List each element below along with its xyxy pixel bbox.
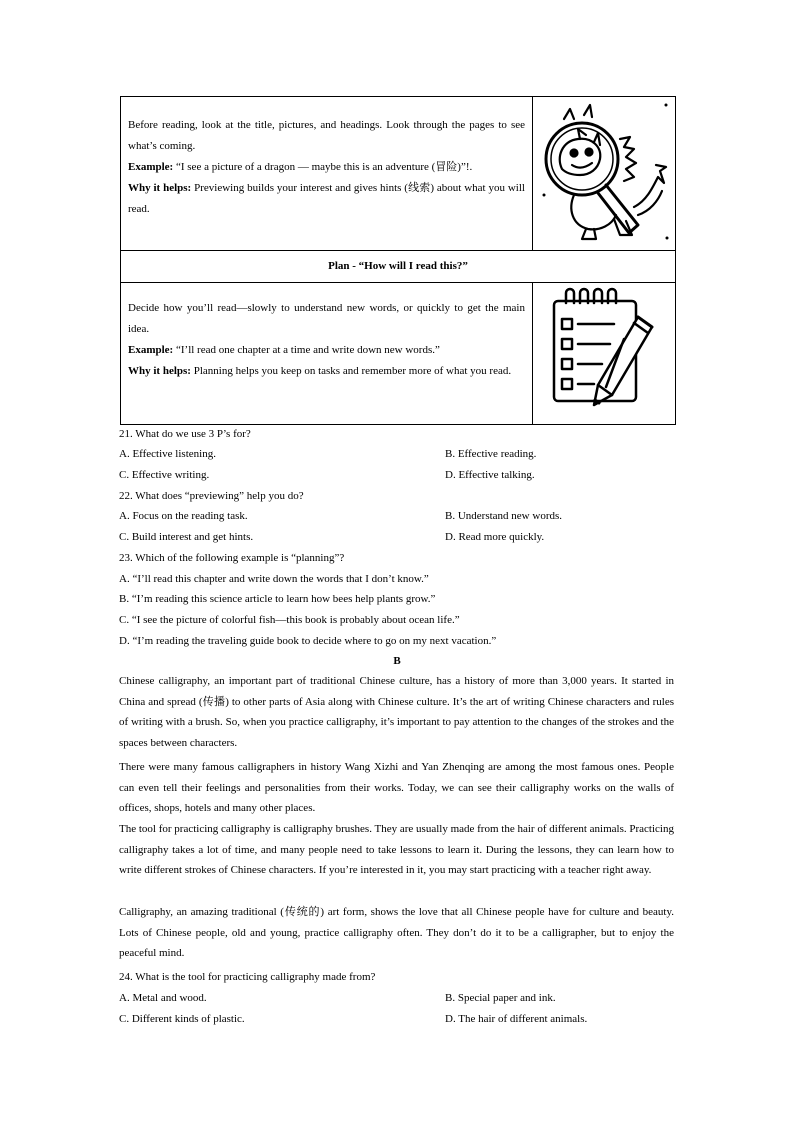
q24-option-a: A. Metal and wood. bbox=[119, 992, 207, 1004]
q21-option-c: C. Effective writing. bbox=[119, 469, 210, 481]
q24-option-d: D. The hair of different animals. bbox=[445, 1013, 588, 1025]
plan-example-label: Example: bbox=[128, 344, 174, 356]
q24-option-c: C. Different kinds of plastic. bbox=[119, 1013, 245, 1025]
plan-cell bbox=[121, 283, 533, 424]
plan-example bbox=[128, 340, 525, 361]
preview-why-text: Previewing builds your interest and gives hints (线索) about what you will read. bbox=[128, 182, 525, 215]
preview-why bbox=[128, 178, 525, 220]
passage-paragraph-1: Chinese calligraphy, an important part of traditional Chinese culture, has a history of more than 3,000 years. It started in China and spread (传播) to other parts of Asia along with Chinese culture. It’s the art of writing Chinese characters and rules of writing with a brush. So, when you practice calligraphy, it’s important to pay attention to the changes of the strokes and the spaces between characters. bbox=[119, 675, 674, 750]
preview-example-text: “I see a picture of a dragon — maybe this is an adventure (冒险)”!. bbox=[173, 161, 473, 173]
plan-example-text: “I’ll read one chapter at a time and write down new words.” bbox=[173, 344, 440, 356]
q24-question: 24. What is the tool for practicing calligraphy made from? bbox=[119, 971, 376, 983]
passage-paragraph-2: There were many famous calligraphers in history Wang Xizhi and Yan Zhenqing are among the most famous ones. People can even tell their feelings and personalities from their works. Today, we can see their calligraphy works on the walls of offices, shops, hotels and many other places. bbox=[119, 761, 674, 815]
reading-strategy-table bbox=[120, 96, 676, 425]
preview-row bbox=[121, 97, 675, 251]
plan-why bbox=[128, 361, 525, 382]
q22-option-a: A. Focus on the reading task. bbox=[119, 510, 248, 522]
q23-option-c: C. “I see the picture of colorful fish—this book is probably about ocean life.” bbox=[119, 614, 460, 626]
passage-paragraph-4: Calligraphy, an amazing traditional (传统的) art form, shows the love that all Chinese people have for culture and beauty. Lots of Chinese people, old and young, practice calligraphy often. They don’t do it to be a calligrapher, but to enjoy the peaceful mind. bbox=[119, 906, 674, 960]
plan-text: Decide how you’ll read—slowly to understand new words, or quickly to get the main idea. bbox=[128, 302, 525, 335]
q21-option-d: D. Effective talking. bbox=[445, 469, 535, 481]
preview-example bbox=[128, 157, 525, 178]
q22-option-b: B. Understand new words. bbox=[445, 510, 563, 522]
q21-question: 21. What do we use 3 P’s for? bbox=[119, 428, 251, 440]
plan-heading-row: Plan - “How will I read this?” bbox=[121, 251, 675, 283]
q22-question: 22. What does “previewing” help you do? bbox=[119, 490, 304, 502]
q22-option-c: C. Build interest and get hints. bbox=[119, 531, 254, 543]
q23-question: 23. Which of the following example is “planning”? bbox=[119, 552, 345, 564]
q22-option-d: D. Read more quickly. bbox=[445, 531, 545, 543]
q21-option-b: B. Effective reading. bbox=[445, 448, 537, 460]
preview-text: Before reading, look at the title, pictures, and headings. Look through the pages to see what’s coming. bbox=[128, 119, 525, 152]
preview-cell bbox=[121, 97, 533, 250]
q21-option-a: A. Effective listening. bbox=[119, 448, 216, 460]
preview-why-label: Why it helps: bbox=[128, 182, 192, 194]
preview-example-label: Example: bbox=[128, 161, 174, 173]
plan-why-text: Planning helps you keep on tasks and remember more of what you read. bbox=[190, 365, 512, 377]
q24-option-b: B. Special paper and ink. bbox=[445, 992, 556, 1004]
dragon-icon bbox=[534, 97, 675, 249]
plan-row bbox=[121, 283, 675, 424]
checklist-icon bbox=[534, 283, 675, 424]
dragon-magnifier-illustration bbox=[534, 97, 675, 250]
passage-paragraph-3: The tool for practicing calligraphy is calligraphy brushes. They are usually made from the hair of different animals. Practicing calligraphy takes a lot of time, and many people need to take lessons to learn it. During the lessons, they can learn how to write different strokes of Chinese characters. If you’re interested in it, you may start practicing with a teacher right away. bbox=[119, 823, 674, 877]
checklist-pencil-illustration bbox=[534, 283, 675, 424]
q23-option-a: A. “I’ll read this chapter and write down the words that I don’t know.” bbox=[119, 573, 429, 585]
q23-option-b: B. “I’m reading this science article to learn how bees help plants grow.” bbox=[119, 593, 436, 605]
q23-option-d: D. “I’m reading the traveling guide book to decide where to go on my next vacation.” bbox=[119, 635, 497, 647]
section-b-heading: B bbox=[393, 655, 401, 667]
plan-why-label: Why it helps: bbox=[128, 365, 191, 377]
